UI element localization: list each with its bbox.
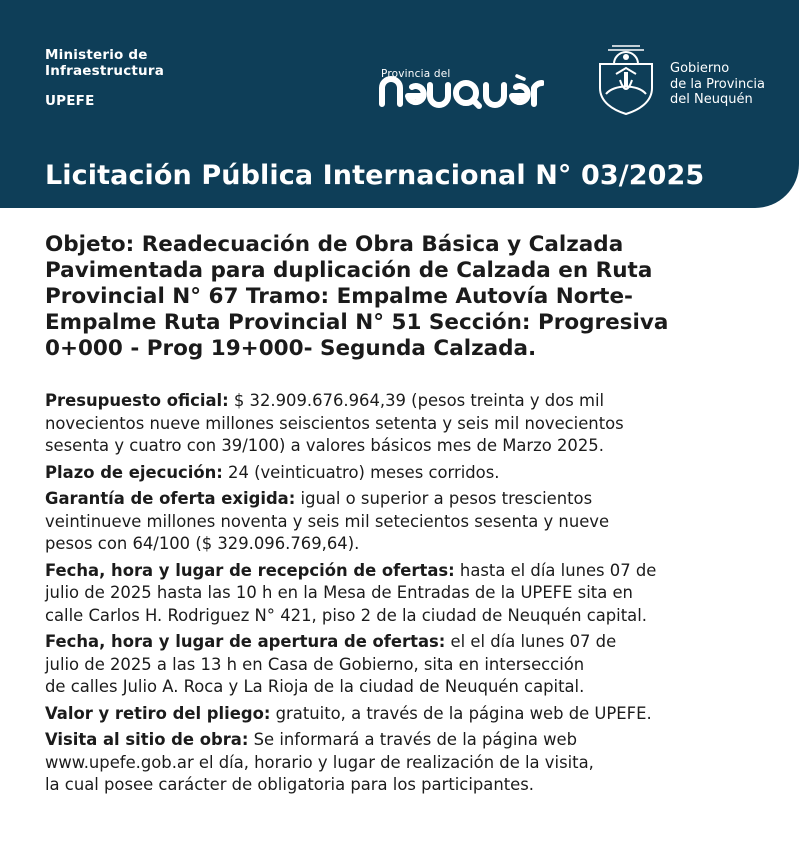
section-label: Fecha, hora y lugar de recepción de ofertas: [45,560,455,580]
gobierno-line-1: Gobierno [670,61,730,76]
ministry-line-2: Infraestructura [45,63,165,79]
section-text: Se informará a través de la página web [248,730,577,749]
objeto-line: Empalme Ruta Provincial N° 51 Sección: Progresiva [45,310,669,335]
gobierno-label [670,61,765,108]
section-text: julio de 2025 hasta las 10 h en la Mesa de Entradas de la UPEFE sita en [45,583,633,602]
section-label: Valor y retiro del pliego: [45,703,271,723]
section-label: Visita al sitio de obra: [45,730,249,749]
section-text: igual o superior a pesos trescientos [295,489,593,508]
section-text: www.upefe.gob.ar el día, horario y lugar de realización de la visita, [45,752,594,772]
section-text: la cual posee carácter de obligatoria para los participantes. [45,775,534,794]
ministry-block [45,47,164,109]
section-visita [45,729,775,797]
section-label: Presupuesto oficial: [45,391,229,410]
ministry-line-1: Ministerio de [45,47,148,63]
section-text: sesenta y cuatro con 39/100) a valores básicos mes de Marzo 2025. [45,436,604,455]
header-banner [0,0,799,208]
section-text: veintinueve millones noventa y seis mil setecientos sesenta y nueve [45,511,610,531]
section-text: calle Carlos H. Rodriguez N° 421, piso 2 de la ciudad de Neuquén capital. [45,605,647,625]
gobierno-line-3: del Neuquén [670,92,753,107]
section-apertura [45,631,775,699]
section-text: novecientos nueve millones seiscientos setenta y seis mil novecientos [45,413,624,433]
objeto-line: 0+000 - Prog 19+000- Segunda Calzada. [45,336,537,361]
objeto-line: Provincial N° 67 Tramo: Empalme Autovía Norte- [45,284,633,309]
objeto-line: Pavimentada para duplicación de Calzada en Ruta [45,258,653,283]
gobierno-line-2: de la Provincia [670,76,765,92]
objeto-line: Objeto: Readecuación de Obra Básica y Calzada [45,232,624,257]
section-text: pesos con 64/100 ($ 329.096.769,64). [45,534,360,553]
section-text: 24 (veinticuatro) meses corridos. [222,462,500,482]
section-text: gratuito, a través de la página web de UPEFE. [270,703,652,723]
objeto-heading [45,232,765,362]
neuquen-logo [378,72,544,112]
section-text: julio de 2025 a las 13 h en Casa de Gobierno, sita en intersección [45,654,585,674]
section-text: $ 32.909.676.964,39 (pesos treinta y dos mil [228,391,605,410]
details-list [45,390,775,801]
section-label: Fecha, hora y lugar de apertura de ofertas: [45,632,446,651]
section-label: Garantía de oferta exigida: [45,489,296,508]
section-plazo [45,462,775,485]
section-text: el el día lunes 07 de [445,632,617,651]
section-text: de calles Julio A. Roca y La Rioja de la ciudad de Neuquén capital. [45,677,585,696]
section-label: Plazo de ejecución: [45,462,223,482]
section-text: hasta el día lunes 07 de [454,560,657,580]
page-title: Licitación Pública Internacional N° 03/2025 [45,160,705,191]
section-garantia [45,488,775,556]
provincia-small-label: Provincia del [381,68,451,80]
section-presupuesto [45,390,775,458]
section-recepcion [45,560,775,628]
unit-label: UPEFE [45,93,95,109]
provincial-emblem-icon [594,44,658,116]
section-pliego [45,703,775,726]
